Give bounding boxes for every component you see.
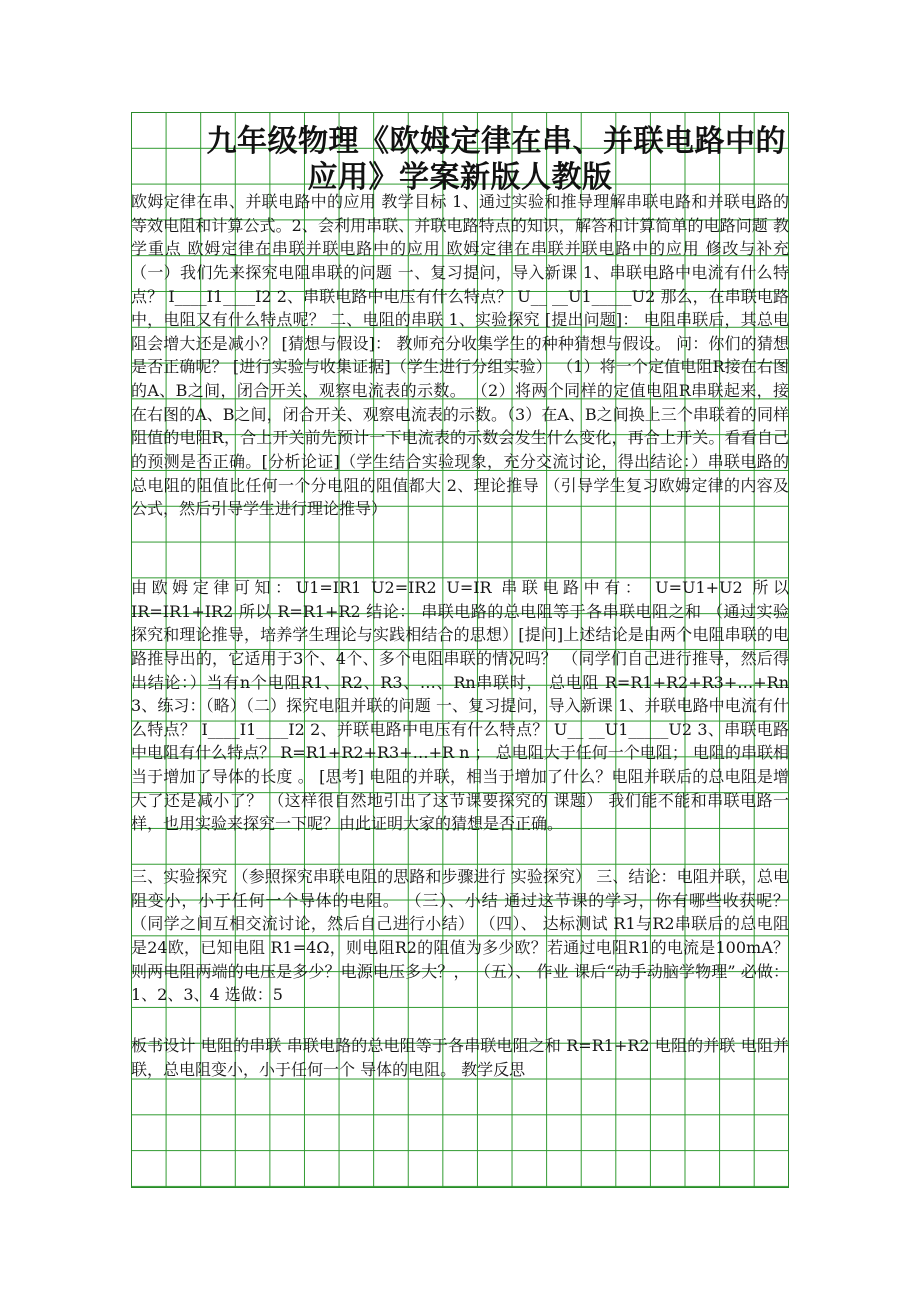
document-title-line-2: 应用》学案新版人教版 — [307, 160, 613, 195]
paragraph-derivation: 由欧姆定律可知：U1=IR1 U2=IR2 U=IR 串联电路中有： U=U1+U2 所以 IR=IR1+IR2 所以 R=R1+R2 结论： 串联电路的总电阻等于各串联电阻之和 （通过实验探究和理论推导，培养学生理论与实践相结合的思想）[提问]上述结论是由两个电阻串联的电路推导出的，它适用于3个、4个、多个电阻串联的情况吗？ （同学们自己进行推导，然后得出结论：）当有n个电阻R1、R2、R3、…、Rn串联时， 总电阻 R=R1+R2+R3+…+Rn 3、练习：（略）（二）探究电阻并联的问题 一、复习提问，导入新课 1、并联电路中电流有什么特点？ I____I1____I2 2、并联电路中电压有什么特点？ U__ __U1_____U2 3、串联电路中电阻有什么特点？ R=R1+R2+R3+…+R n ； 总电阻大于任何一个电阻； 电阻的串联相当于增加了导体的长度 。 [思考] 电阻的并联，相当于增加了什么？电阻并联后的总电阻是增大了还是减小了？ （这样很自然地引出了这节课要探究的 课题） 我们能不能和串联电路一样，也用实验来探究一下呢？由此证明大家的猜想是否正确。 — [131, 578, 789, 834]
paragraph-series-circuit: 欧姆定律在串、并联电路中的应用 教学目标 1、通过实验和推导理解串联电路和并联电路的等效电阻和计算公式。2、会利用串联、并联电路特点的知识，解答和计算简单的电路问题 教学重点 欧姆定律在串联并联电路中的应用 欧姆定律在串联并联电路中的应用 修改与补充 （一）我们先来探究电阻串联的问题 一、复习提问，导入新课 1、串联电路中电流有什么特点？ I____I1____I2 2、串联电路中电压有什么特点？ U__ __U1_____U2 那么，在串联电路中，电阻又有什么特点呢？ 二、电阻的串联 1、实验探究 [提出问题]： 电阻串联后，其总电阻会增大还是减小？ [猜想与假设]： 教师充分收集学生的种种猜想与假设。 问：你们的猜想是否正确呢？ [进行实验与收集证据]（学生进行分组实验） （1）将一个定值电阻R接在右图的A、B之间，闭合开关、观察电流表的示数。 （2）将两个同样的定值电阻R串联起来，接在右图的A、B之间，闭合开关、观察电流表的示数。（3）在A、B之间换上三个串联着的同样阻值的电阻R，合上开关前先预计一下电流表的示数会发生什么变化，再合上开关。看看自己的预测是否正确。[分析论证]（学生结合实验现象，充分交流讨论，得出结论：）串联电路的总电阻的阻值比任何一个分电阻的阻值都大 2、理论推导 （引导学生复习欧姆定律的内容及公式，然后引导学生进行理论推导） — [131, 192, 789, 519]
paragraph-board-design: 板书设计 电阻的串联 串联电路的总电阻等于各串联电阻之和 R=R1+R2 电阻的并联 电阻并联，总电阻变小，小于任何一个 导体的电阻。 教学反思 — [131, 1036, 789, 1079]
paragraph-parallel-experiment: 三、实验探究 （参照探究串联电阻的思路和步骤进行 实验探究） 三、结论：电阻并联，总电阻变小，小于任何一个导体的电阻。 （三）、小结 通过这节课的学习，你有哪些收获呢？（同学之间互相交流讨论，然后自己进行小结） （四）、 达标测试 R1与R2串联后的总电阻是24欧，已知电阻 R1=4Ω，则电阻R2的阻值为多少欧？若通过电阻R1的电流是100mA？则两电阻两端的电压是多少？电源电压多大？， （五）、 作业 课后“动手动脑学物理” 必做：1、2、3、4 选做：5 — [131, 867, 789, 1005]
document-title-line-1: 九年级物理《欧姆定律在串、并联电路中的 — [206, 124, 786, 159]
